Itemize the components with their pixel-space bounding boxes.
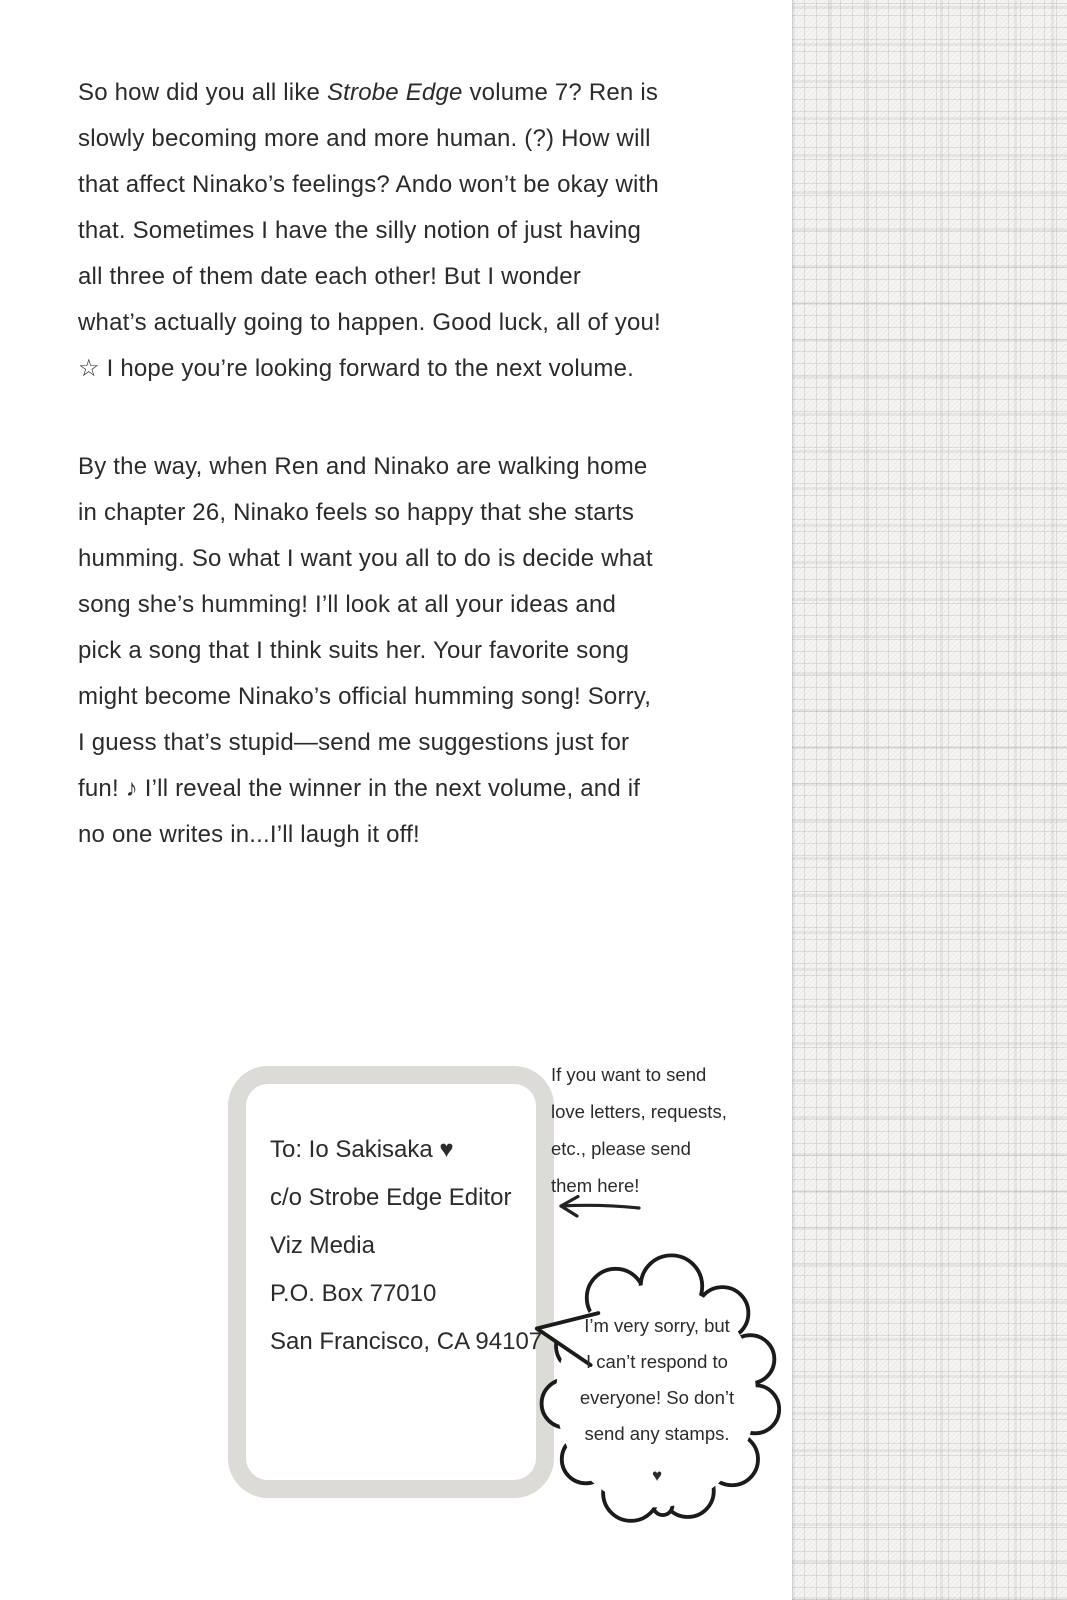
text-line: song she’s humming! I’ll look at all your ideas and (78, 591, 617, 618)
bubble-line: send any stamps. (584, 1423, 730, 1444)
text-line-music-note: fun! ♪ I’ll reveal the winner in the next volume, and if (78, 775, 641, 802)
text-line: slowly becoming more and more human. (?) How will (78, 125, 651, 152)
text-line: pick a song that I think suits her. Your favorite song (78, 637, 630, 664)
paragraph-humming-contest (78, 444, 784, 858)
mailing-address-box (228, 1066, 554, 1498)
text-segment: So how did you all like (78, 79, 327, 106)
address-line-city: San Francisco, CA 94107 (270, 1328, 543, 1355)
address-line-co: c/o Strobe Edge Editor (270, 1184, 512, 1211)
bubble-line: everyone! So don’t (579, 1387, 735, 1408)
text-line: all three of them date each other! But I wonder (78, 263, 582, 290)
left-arrow-icon (551, 1192, 643, 1224)
heart-icon: ♥ (651, 1466, 663, 1485)
series-title-italic: Strobe Edge (326, 79, 463, 106)
text-line-star: ☆ I hope you’re looking forward to the next volume. (78, 355, 635, 382)
send-here-note (551, 1056, 781, 1204)
plaid-pattern-strip (792, 0, 1067, 1600)
text-line: what’s actually going to happen. Good luck, all of you! (78, 309, 661, 336)
note-line: If you want to send (551, 1064, 707, 1085)
paragraph-volume-comments (78, 70, 784, 392)
text-line (78, 70, 784, 116)
text-line: that. Sometimes I have the silly notion of just having (78, 217, 642, 244)
bubble-line: I can’t respond to (586, 1351, 728, 1372)
note-line: love letters, requests, (551, 1101, 727, 1122)
mailing-address (246, 1084, 543, 1366)
text-line: that affect Ninako’s feelings? Ando won’t be okay with (78, 171, 659, 198)
bubble-text (561, 1308, 753, 1494)
text-segment: volume 7? Ren is (462, 79, 659, 106)
bubble-line: I’m very sorry, but (584, 1315, 730, 1336)
text-line: I guess that’s stupid—send me suggestions just for (78, 729, 630, 756)
text-line: in chapter 26, Ninako feels so happy that she starts (78, 499, 635, 526)
speech-bubble (531, 1248, 783, 1534)
text-line: no one writes in...I’ll laugh it off! (78, 821, 420, 848)
address-line-publisher: Viz Media (270, 1232, 375, 1259)
text-line: By the way, when Ren and Ninako are walking home (78, 453, 648, 480)
address-line-pobox: P.O. Box 77010 (270, 1280, 437, 1307)
text-line: humming. So what I want you all to do is decide what (78, 545, 653, 572)
address-line-to: To: Io Sakisaka ♥ (270, 1136, 454, 1163)
text-line: might become Ninako’s official humming song! Sorry, (78, 683, 652, 710)
note-line: them here! (551, 1175, 640, 1196)
note-line: etc., please send (551, 1138, 691, 1159)
